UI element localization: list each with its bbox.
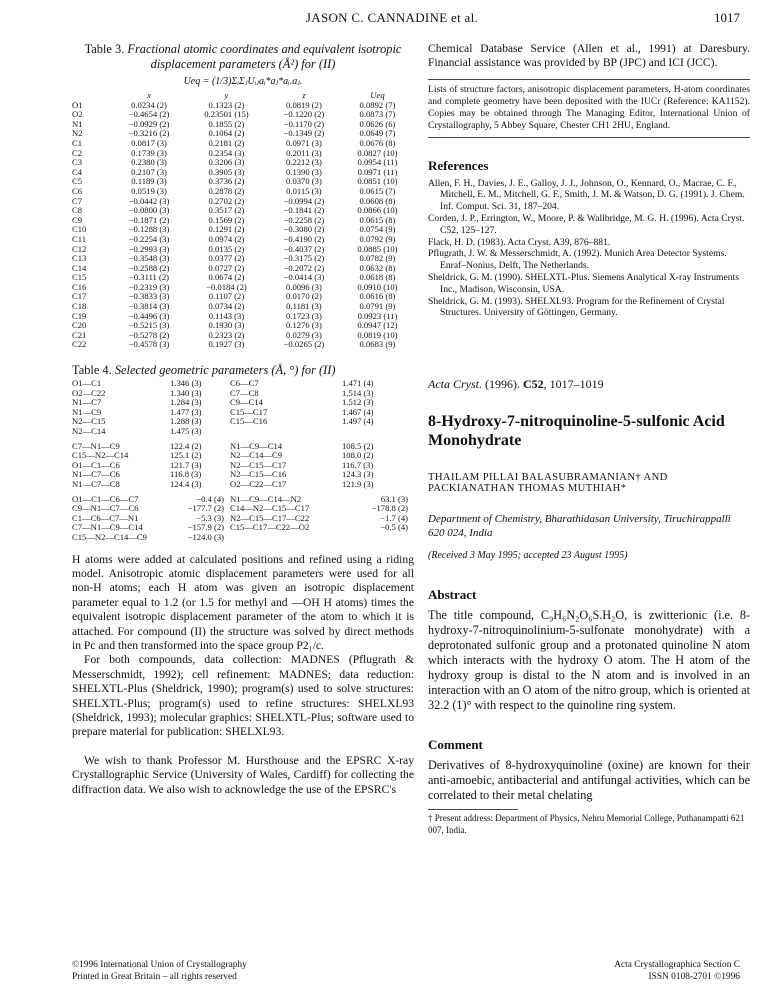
table3-cell: 0.0971 (11) [357,166,398,177]
table3-cell: C16 [72,281,87,292]
table4-cell: 1.497 (4) [342,416,374,427]
table4-geometry [72,379,414,543]
table3-cell: 0.1107 (2) [208,291,245,302]
table3-cell: N2 [72,128,83,139]
table3-cell: −0.3080 (2) [283,224,325,235]
table3-cell: 0.0615 (7) [359,185,396,196]
table4-cell: −177.7 (2) [187,503,224,514]
table3-cell: C9 [72,214,83,225]
reference-item: Sheldrick, G. M. (1993). SHELXL93. Program for the Refinement of Crystal Structures. University of Göttingen, Germany. [428,295,725,319]
table3-cell: −0.4654 (2) [128,109,170,120]
table3-cell: 0.0910 (10) [357,281,398,292]
issn-line: ISSN 0108-2701 ©1996 [648,971,740,982]
table3-cell: 0.0370 (3) [286,176,322,187]
table3-cell: 0.0873 (7) [359,109,396,120]
table4-cell: N1—C7 [72,397,102,408]
table4-cell [230,533,342,543]
table4-cell: −124.0 (3) [187,531,224,542]
table4-cell: C1—C6—C7—N1 [72,512,139,523]
table3-cell: 0.0626 (6) [359,118,396,129]
table3-cell: −0.0929 (2) [128,118,170,129]
footnote-rule [428,809,518,810]
table3-cell: −0.3111 (2) [129,272,170,283]
table-row [72,533,414,543]
table4-cell: 122.4 (2) [170,440,202,451]
reference-item: Allen, F. H., Davies, J. E., Galloy, J. J., Johnson, O., Kennard, O., Macrae, C. F., Mitchell, E. M., Mitchell, G. F., Smith, J. M. & Watson, D. G. (1991). J. Chem. Inf. Comput. Sci. 31, 187–204. [428,177,745,213]
table4-cell: N1—C9—C14—N2 [230,493,302,504]
table3-cell: −0.0442 (3) [128,195,170,206]
deposition-note: Lists of structure factors, anisotropic displacement parameters, H-atom coordinates and complete geometry have been deposited with the IUCr (Reference: KA1152). Copies may be obtained through The Managing Editor, International Union of Crystallography, 5 Abbey Square, Chester CH1 2HU, England. [428,83,750,132]
reference-item: Sheldrick, G. M. (1990). SHELXTL-Plus. Siemens Analytical X-ray Instruments Inc., Madison, Wisconsin, USA. [428,272,739,295]
table3-cell: 0.0279 (3) [286,329,322,340]
table3-cell: C4 [72,166,83,177]
reference-item: Flack, H. D. (1983). Acta Cryst. A39, 876–881. [428,236,611,248]
table3-cell: −0.1841 (2) [283,205,325,216]
table4-cell: 121.9 (3) [342,478,374,489]
table3-cell: C12 [72,243,87,254]
table3-cell: 0.0954 (11) [357,157,398,168]
table4-cell: 108.0 (2) [342,450,374,461]
table4-cell: 124.4 (3) [170,478,202,489]
table4-cell [342,427,414,437]
table3-cell: 0.1323 (2) [208,99,245,110]
table3-cell: 0.1927 (3) [208,339,245,350]
table3-cell: 0.1723 (3) [286,310,322,321]
table3-cell: C5 [72,176,83,187]
table3-cell: 0.2107 (3) [131,166,167,177]
table3-cell: −0.2993 (3) [128,243,170,254]
table4-caption: Table 4. Selected geometric parameters (Å, °) for (II) [72,363,336,378]
table3-cell: 0.0827 (10) [357,147,398,158]
table3-cell: C2 [72,147,83,158]
table3-cell: 0.1569 (2) [208,214,245,225]
table3-cell: −0.0265 (2) [283,339,325,350]
table3-cell: 0.1390 (3) [286,166,322,177]
table3-header-cell: x [147,90,151,100]
table4-cell: N2—C15—C17 [230,459,287,470]
table3-cell: C1 [72,137,83,148]
abstract-text: The title compound, C₉H₆N₂O₆S.H₂O, is zwitterionic (i.e. 8-hydroxy-7-nitroquinolinium-5-sulfonate monohydrate) with a deprotonated sulfonic group and a protonated quinoline N atom which interacts with the hydroxy O atom. The H atom of the hydroxy group is distal to the N atom and is involved in an interaction with an O atom of the nitro group, which is oriented at 32.2 (1)° with respect to the quinoline ring system. [428,608,750,713]
table3-cell: −0.5215 (3) [128,320,170,331]
acknowledgement-paragraph: We wish to thank Professor M. Hursthouse and the EPSRC X-ray Crystallographic Service (University of Wales, Cardiff) for collecting the diffraction data. We also wish to acknowledge the use of the EPSRC's [72,753,414,796]
table3-cell: C18 [72,301,87,312]
table4-cell: 1.514 (3) [342,387,374,398]
table4-cell: 1.471 (4) [342,378,374,389]
table3-cell: 0.1276 (3) [286,320,322,331]
table4-cell: 63.1 (3) [380,493,408,504]
table4-cell: 108.5 (2) [342,440,374,451]
affiliation: Department of Chemistry, Bharathidasan University, Tiruchirappalli 620 024, India [428,513,731,540]
references-heading: References [428,157,489,173]
table3-cell: 0.2011 (3) [286,147,322,158]
table4-cell: 1.340 (3) [170,387,202,398]
running-title: JASON C. CANNADINE et al. [305,10,479,25]
table4-cell: O2—C22 [72,387,106,398]
printed-line: Printed in Great Britain – all rights reserved [72,971,237,982]
table3-cell: −0.0800 (3) [128,205,170,216]
table3-cell: 0.0791 (9) [359,301,396,312]
table4-cell: C15—C16 [230,416,268,427]
table3-cell: −0.1349 (2) [283,128,325,139]
table4-cell: N2—C14 [72,426,106,436]
table3-cell: 0.0170 (2) [286,291,322,302]
table3-cell: 0.0608 (8) [359,195,396,206]
table3-cell: C17 [72,291,87,302]
running-header [0,10,784,30]
page-number: 1017 [714,10,740,25]
table4-cell: 1.477 (3) [170,406,202,417]
table4-cell: C7—C8 [230,387,259,398]
table3-cell: O1 [72,99,83,110]
table4-cell [342,533,414,543]
table3-cell: C11 [72,233,87,244]
table3-cell: 0.3736 (2) [208,176,245,187]
table4-cell: −1.7 (4) [380,512,408,523]
table4-cell: C15—N2—C14 [72,450,129,461]
table3-cell: 0.0615 (8) [359,214,396,225]
table3-cell: C3 [72,157,83,168]
table4-cell: C15—N2—C14—C9 [72,531,147,542]
table3-cell: −0.1220 (2) [283,109,325,120]
table4-cell: 1.346 (3) [170,378,202,389]
article-title: 8-Hydroxy-7-nitroquinoline-5-sulfonic Acid Monohydrate [428,413,725,450]
table3-cell: 0.0096 (3) [286,281,322,292]
table-row [72,340,414,350]
references-list [428,178,750,320]
table3-cell: 0.0674 (2) [208,272,245,283]
table3-cell: 0.0234 (2) [131,99,167,110]
table3-cell: N1 [72,118,83,129]
table3-cell: 0.0819 (2) [286,99,322,110]
table4-cell: 124.3 (3) [342,469,374,480]
table3-cell: 0.2212 (3) [286,157,322,168]
table3-cell: −0.0184 (2) [206,281,247,292]
table3-caption: Table 3. Fractional atomic coordinates and equivalent isotropic displacement parameters (Å²) for (II) [84,42,402,71]
table4-cell: O1—C1—C6 [72,459,120,470]
table3-cell: −0.1170 (2) [283,118,325,129]
table3-cell: −0.3814 (3) [128,301,170,312]
table3-cell: 0.0782 (9) [359,253,396,264]
table3-cell: −0.5278 (2) [128,329,170,340]
divider [428,137,750,138]
table3-cell: 0.0115 (3) [286,185,322,196]
table3-cell: 0.2878 (2) [208,185,245,196]
received-dates: (Received 3 May 1995; accepted 23 August 1995) [428,550,628,562]
table3-cell: O2 [72,109,83,120]
table4-cell: O1—C1 [72,378,102,389]
table3-cell: −0.0994 (2) [283,195,325,206]
reference-item: Pflugrath, J. W. & Messerschmidt, A. (1992). Munich Area Detector Systems. Enraf–Nonius, Delft, The Netherlands. [428,248,727,272]
table3-cell: 0.0649 (7) [359,128,396,139]
table3-cell: −0.4578 (3) [128,339,170,350]
table3-cell: 0.0792 (9) [359,233,396,244]
table3-cell: 0.0866 (10) [357,205,398,216]
table3-cell: −0.1288 (3) [128,224,170,235]
table3-cell: 0.1064 (2) [208,128,245,139]
table4-cell: N2—C14—C9 [230,450,283,461]
journal-section-line: Acta Crystallographica Section C [614,960,740,970]
table4-cell: O2—C22—C17 [230,478,287,489]
table4-cell: 1.288 (3) [170,416,202,427]
table4-cell: N1—C9—C14 [230,440,283,451]
table3-cell: C20 [72,320,87,331]
table4-cell: 116.8 (3) [170,469,202,480]
table3-cell: 0.0885 (10) [357,243,398,254]
table4-cell [230,427,342,437]
table3-cell: −0.4190 (2) [283,233,325,244]
table3-cell: C7 [72,195,83,206]
table4-cell: N1—C7—C6 [72,469,120,480]
table3-cell: C14 [72,262,87,273]
table3-cell: 0.1181 (3) [286,301,322,312]
table4-cell: 1.284 (3) [170,397,202,408]
comment-text: Derivatives of 8-hydroxyquinoline (oxine) are known for their anti-amoebic, antibacterial and antifungal activities, which can be correlated to their metal chelating [428,758,750,803]
table4-cell: C14—N2—C15—C17 [230,503,310,514]
table3-cell: 0.0377 (2) [208,253,245,264]
table3-cell: 0.1739 (3) [131,147,167,158]
table3-cell: C13 [72,253,87,264]
table3-cell: 0.0632 (8) [359,262,396,273]
copyright-line: ©1996 International Union of Crystallography [72,960,247,970]
table3-cell: 0.0971 (3) [286,137,322,148]
table4-cell: N1—C9 [72,406,102,417]
table3-cell: −0.3548 (3) [128,253,170,264]
table4-cell: −0.5 (4) [380,522,408,533]
table3-cell: 0.0734 (2) [208,301,245,312]
table4-cell: −5.3 (3) [196,512,224,523]
table3-cell: 0.2380 (3) [131,157,167,168]
comment-heading: Comment [428,737,483,753]
copyright-footer [72,960,247,983]
table4-cell: 116.7 (3) [342,459,374,470]
table4-cell: 1.475 (3) [170,426,202,436]
table3-cell: 0.3206 (3) [208,157,245,168]
table3-header-cell: y [224,90,229,100]
table4-cell: C15—C17 [230,406,268,417]
table4-cell: C7—N1—C9 [72,440,120,451]
table4-cell: −157.9 (2) [187,522,224,533]
table3-cell: −0.1871 (2) [128,214,170,225]
table4-cell: N2—C15—C17—C22 [230,512,310,523]
table3-cell: C22 [72,339,87,350]
table3-cell: 0.1930 (3) [208,320,245,331]
table3-cell: 0.0817 (3) [131,137,167,148]
table3-cell: −0.0414 (3) [283,272,325,283]
table4-cell: C9—C14 [230,397,263,408]
table3-cell: 0.2354 (3) [208,147,245,158]
divider [428,79,750,80]
table4-cell: C9—N1—C7—C6 [72,503,139,514]
table3-cell: C21 [72,329,87,340]
table3-cell: 0.0947 (12) [357,320,398,331]
table3-cell: −0.4496 (3) [128,310,170,321]
table3-cell: 0.0676 (8) [359,137,396,148]
table3-cell: 0.0519 (3) [131,185,167,196]
table4-cell: N2—C15—C16 [230,469,287,480]
table3-cell: 0.1855 (2) [208,118,245,129]
table3-coordinates [72,91,414,350]
table-row [72,417,414,427]
table4-cell: N1—C7—C8 [72,478,120,489]
journal-reference: Acta Cryst. (1996). C52, 1017–1019 [428,377,604,392]
table3-cell: 0.0616 (8) [359,291,396,302]
table-row [72,480,414,490]
table3-cell: −0.2258 (2) [283,214,325,225]
table4-cell: N2—C15 [72,416,106,427]
table3-cell: 0.3517 (2) [208,205,245,216]
table3-cell: −0.2254 (3) [128,233,170,244]
table3-cell: 0.0135 (2) [208,243,245,254]
abstract-heading: Abstract [428,587,477,603]
table3-cell: C19 [72,310,87,321]
table3-cell: 0.2181 (2) [208,137,245,148]
table3-cell: C15 [72,272,87,283]
table3-cell: 0.0819 (10) [357,329,398,340]
table3-cell: C10 [72,224,87,235]
table3-header-cell: z [302,90,306,100]
journal-footer [614,960,740,983]
acknowledgement-continued: Chemical Database Service (Allen et al., 1991) at Daresbury. Financial assistance was provided by BP (JPC) and ICI (JCC). [428,42,750,70]
table4-cell: C15—C17—C22—O2 [230,522,310,533]
table3-cell: −0.3216 (2) [128,128,170,139]
table3-cell: 0.0754 (9) [359,224,396,235]
reference-item: Corden, J. P., Errington, W., Moore, P. & Wallbridge, M. G. H. (1996). Acta Cryst. C52, 125–127. [428,213,745,236]
refinement-paragraph: H atoms were added at calculated positions and refined using a riding model. Anisotropic atomic displacement parameters were used for all non-H atoms; each H atom was given an isotropic displacement parameter equal to 1.2 (or 1.5 for methyl and —OH H atoms) times the equivalent isotropic displacement parameter of the atom to which it is attached. For compound (II) the structure was solved by direct methods in Pc and then transformed into the space group P2₁/c. [72,552,414,652]
table4-cell: −0.4 (4) [196,493,224,504]
table3-cell: −0.3175 (2) [283,253,325,264]
table3-cell: 0.2323 (2) [208,329,245,340]
table3-cell: 0.0683 (9) [359,339,396,350]
table3-cell: −0.2588 (2) [128,262,170,273]
table3-cell: 0.1143 (3) [208,310,245,321]
table3-cell: −0.2319 (3) [128,281,170,292]
table3-cell: 0.3905 (3) [208,166,245,177]
authors: THAILAM PILLAI BALASUBRAMANIAN† AND PACKIANATHAN THOMAS MUTHIAH* [428,472,668,495]
right-column [428,42,750,836]
table3-cell: 0.23501 (15) [204,109,249,120]
table3-cell: −0.3833 (3) [128,291,170,302]
table3-cell: 0.0618 (8) [359,272,396,283]
table3-cell: 0.0923 (11) [357,310,398,321]
left-column [72,42,414,797]
table3-cell: C6 [72,185,83,196]
footnote: † Present address: Department of Physics, Nehru Memorial College, Puthanampatti 621 007, India. [428,813,745,835]
table4-cell: C6—C7 [230,378,259,389]
table3-cell: 0.0892 (7) [359,99,396,110]
table3-cell: 0.0974 (2) [208,233,245,244]
table4-cell: −178.8 (2) [371,503,408,514]
table3-cell: 0.0727 (2) [208,262,245,273]
table3-cell: 0.1291 (2) [208,224,245,235]
table3-cell: −0.2072 (2) [283,262,325,273]
table4-cell: 125.1 (2) [170,450,202,461]
table4-cell: O1—C1—C6—C7 [72,493,139,504]
table3-cell: −0.4037 (2) [283,243,325,254]
software-paragraph: For both compounds, data collection: MADNES (Pflugrath & Messerschmidt, 1992); cell refinement: MADNES; data reduction: SHELXTL-Plus (Sheldrick, 1990); program(s) used to solve structures: SHELXTL-Plus; program(s) used to refine structures: SHELXL93 (Sheldrick, 1993); molecular graphics: SHELXTL-Plus; software used to prepare material for publication: SHELXL93. [72,653,414,739]
table4-cell: 1.512 (3) [342,397,374,408]
table4-cell: C7—N1—C9—C14 [72,522,143,533]
table3-cell: 0.0851 (10) [357,176,398,187]
table3-cell: 0.2702 (2) [208,195,245,206]
table3-header-cell: Ueq [370,90,385,100]
table3-cell: C8 [72,205,83,216]
table3-cell: 0.1189 (3) [131,176,167,187]
ueq-formula: Ueq = (1/3)ΣᵢΣⱼUᵢⱼaᵢ*aⱼ*aᵢ.aⱼ. [183,76,303,87]
table-row [72,427,414,437]
table4-cell: 1.467 (4) [342,406,374,417]
table4-cell: 121.7 (3) [170,459,202,470]
